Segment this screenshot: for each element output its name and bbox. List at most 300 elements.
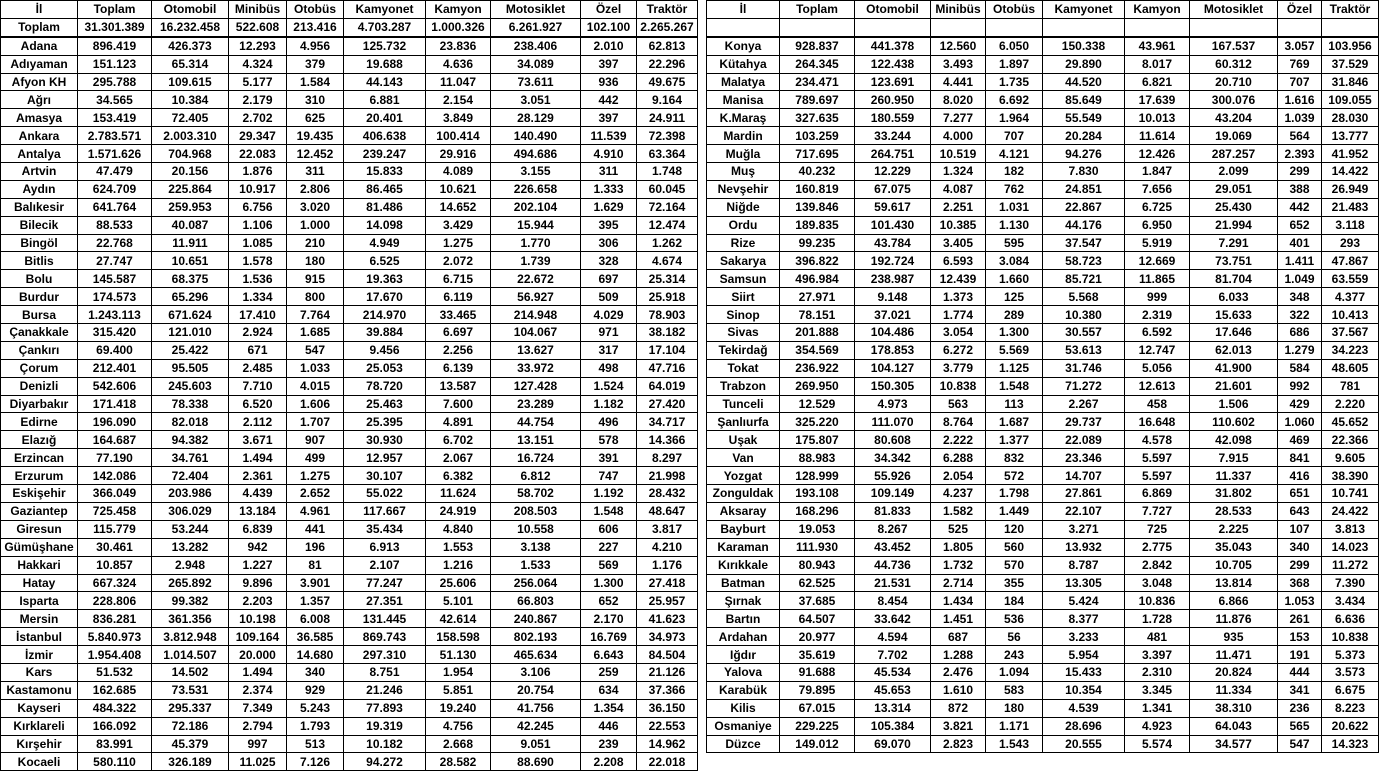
value-cell: 43.452 — [855, 538, 931, 556]
province-name-cell: Kastamonu — [1, 681, 78, 699]
value-cell: 6.636 — [1322, 610, 1379, 628]
value-cell: 2.179 — [229, 91, 287, 109]
table-row — [707, 663, 1379, 681]
value-cell: 168.296 — [780, 502, 855, 520]
table-row — [1, 91, 698, 109]
value-cell: 167.537 — [1190, 37, 1278, 55]
value-cell: 17.639 — [1125, 91, 1190, 109]
value-cell: 361.356 — [152, 610, 229, 628]
value-cell: 769 — [1278, 55, 1322, 73]
value-cell: 10.741 — [1322, 485, 1379, 503]
table-row — [707, 37, 1379, 55]
value-cell: 38.310 — [1190, 699, 1278, 717]
value-cell: 37.366 — [637, 681, 698, 699]
table-row — [1, 556, 698, 574]
table-row — [1, 610, 698, 628]
value-cell: 67.015 — [780, 699, 855, 717]
value-cell: 20.977 — [780, 628, 855, 646]
blank-cell — [780, 18, 855, 36]
value-cell: 49.675 — [637, 73, 698, 91]
table-row — [1, 502, 698, 520]
value-cell: 45.653 — [855, 681, 931, 699]
value-cell: 299 — [1278, 163, 1322, 181]
province-name-cell: Adana — [1, 37, 78, 55]
value-cell: 22.296 — [637, 55, 698, 73]
province-name-cell: Osmaniye — [707, 717, 780, 735]
value-cell: 1.687 — [986, 413, 1043, 431]
table-row — [1, 628, 698, 646]
value-cell: 22.553 — [637, 717, 698, 735]
value-cell: 14.422 — [1322, 163, 1379, 181]
value-cell: 43.961 — [1125, 37, 1190, 55]
value-cell: 29.890 — [1043, 55, 1125, 73]
left-column-header: Traktör — [637, 1, 698, 19]
value-cell: 21.246 — [344, 681, 426, 699]
province-name-cell: Şanlıurfa — [707, 413, 780, 431]
value-cell: 522.608 — [229, 18, 287, 36]
province-name-cell: Konya — [707, 37, 780, 55]
value-cell: 725.458 — [78, 502, 152, 520]
value-cell: 34.342 — [855, 449, 931, 467]
province-name-cell: Yalova — [707, 663, 780, 681]
left-column-header: Otobüs — [287, 1, 344, 19]
right-column-header: Traktör — [1322, 1, 1379, 19]
value-cell: 109.164 — [229, 628, 287, 646]
value-cell: 325.220 — [780, 413, 855, 431]
table-row — [1, 699, 698, 717]
table-row — [707, 646, 1379, 664]
value-cell: 229.225 — [780, 717, 855, 735]
province-name-cell: Trabzon — [707, 377, 780, 395]
value-cell: 122.438 — [855, 55, 931, 73]
value-cell: 6.866 — [1190, 592, 1278, 610]
value-cell: 1.275 — [287, 467, 344, 485]
value-cell: 1.748 — [637, 163, 698, 181]
value-cell: 569 — [581, 556, 637, 574]
value-cell: 6.520 — [229, 395, 287, 413]
value-cell: 3.048 — [1125, 574, 1190, 592]
table-row — [1, 109, 698, 127]
value-cell: 22.867 — [1043, 198, 1125, 216]
value-cell: 13.932 — [1043, 538, 1125, 556]
value-cell: 5.919 — [1125, 234, 1190, 252]
table-row — [707, 467, 1379, 485]
value-cell: 17.104 — [637, 341, 698, 359]
table-row — [707, 270, 1379, 288]
value-cell: 104.486 — [855, 324, 931, 342]
value-cell: 72.405 — [152, 109, 229, 127]
value-cell: 992 — [1278, 377, 1322, 395]
value-cell: 317 — [581, 341, 637, 359]
left-column-header: Kamyonet — [344, 1, 426, 19]
value-cell: 100.414 — [426, 127, 491, 145]
value-cell: 446 — [581, 717, 637, 735]
value-cell: 7.277 — [931, 109, 986, 127]
value-cell: 4.891 — [426, 413, 491, 431]
value-cell: 7.349 — [229, 699, 287, 717]
value-cell: 238.987 — [855, 270, 931, 288]
value-cell: 4.923 — [1125, 717, 1190, 735]
value-cell: 12.452 — [287, 145, 344, 163]
value-cell: 999 — [1125, 288, 1190, 306]
value-cell: 153 — [1278, 628, 1322, 646]
value-cell: 295.788 — [78, 73, 152, 91]
province-name-cell: İstanbul — [1, 628, 78, 646]
value-cell: 1.449 — [986, 502, 1043, 520]
value-cell: 191 — [1278, 646, 1322, 664]
value-cell: 35.043 — [1190, 538, 1278, 556]
value-cell: 111.070 — [855, 413, 931, 431]
province-name-cell: Kırklareli — [1, 717, 78, 735]
value-cell: 78.720 — [344, 377, 426, 395]
value-cell: 4.578 — [1125, 431, 1190, 449]
value-cell: 25.957 — [637, 592, 698, 610]
value-cell: 22.089 — [1043, 431, 1125, 449]
value-cell: 606 — [581, 520, 637, 538]
value-cell: 105.384 — [855, 717, 931, 735]
value-cell: 869.743 — [344, 628, 426, 646]
value-cell: 6.702 — [426, 431, 491, 449]
right-blank-row — [707, 18, 1379, 36]
value-cell: 115.779 — [78, 520, 152, 538]
value-cell: 1.334 — [229, 288, 287, 306]
value-cell: 30.107 — [344, 467, 426, 485]
value-cell: 1.357 — [287, 592, 344, 610]
value-cell: 6.756 — [229, 198, 287, 216]
value-cell: 264.345 — [780, 55, 855, 73]
value-cell: 64.043 — [1190, 717, 1278, 735]
value-cell: 10.621 — [426, 180, 491, 198]
value-cell: 572 — [986, 467, 1043, 485]
value-cell: 109.055 — [1322, 91, 1379, 109]
value-cell: 44.520 — [1043, 73, 1125, 91]
value-cell: 832 — [986, 449, 1043, 467]
value-cell: 595 — [986, 234, 1043, 252]
value-cell: 37.529 — [1322, 55, 1379, 73]
value-cell: 4.840 — [426, 520, 491, 538]
value-cell: 60.312 — [1190, 55, 1278, 73]
right-column-header: Minibüs — [931, 1, 986, 19]
value-cell: 1.548 — [581, 502, 637, 520]
value-cell: 5.851 — [426, 681, 491, 699]
value-cell: 5.597 — [1125, 467, 1190, 485]
value-cell: 6.913 — [344, 538, 426, 556]
blank-cell — [931, 18, 986, 36]
table-row — [707, 574, 1379, 592]
value-cell: 9.164 — [637, 91, 698, 109]
value-cell: 1.300 — [986, 324, 1043, 342]
value-cell: 214.948 — [491, 306, 581, 324]
value-cell: 29.916 — [426, 145, 491, 163]
province-name-cell: Rize — [707, 234, 780, 252]
value-cell: 4.956 — [287, 37, 344, 55]
table-row — [1, 288, 698, 306]
value-cell: 10.836 — [1125, 592, 1190, 610]
value-cell: 83.991 — [78, 735, 152, 753]
province-name-cell: Erzurum — [1, 467, 78, 485]
value-cell: 1.000.326 — [426, 18, 491, 36]
value-cell: 2.948 — [152, 556, 229, 574]
value-cell: 127.428 — [491, 377, 581, 395]
value-cell: 189.835 — [780, 216, 855, 234]
table-row — [1, 449, 698, 467]
value-cell: 1.606 — [287, 395, 344, 413]
value-cell: 94.272 — [344, 753, 426, 771]
table-row — [1, 37, 698, 55]
value-cell: 58.723 — [1043, 252, 1125, 270]
value-cell: 6.821 — [1125, 73, 1190, 91]
value-cell: 13.777 — [1322, 127, 1379, 145]
value-cell: 426.373 — [152, 37, 229, 55]
right-column-header: Özel — [1278, 1, 1322, 19]
table-row — [1, 431, 698, 449]
value-cell: 2.806 — [287, 180, 344, 198]
value-cell: 25.918 — [637, 288, 698, 306]
value-cell: 99.382 — [152, 592, 229, 610]
province-name-cell: Malatya — [707, 73, 780, 91]
value-cell: 94.276 — [1043, 145, 1125, 163]
value-cell: 1.192 — [581, 485, 637, 503]
value-cell: 20.000 — [229, 646, 287, 664]
value-cell: 78.151 — [780, 306, 855, 324]
value-cell: 11.624 — [426, 485, 491, 503]
value-cell: 1.739 — [491, 252, 581, 270]
value-cell: 20.156 — [152, 163, 229, 181]
value-cell: 6.525 — [344, 252, 426, 270]
value-cell: 10.838 — [1322, 628, 1379, 646]
value-cell: 14.502 — [152, 663, 229, 681]
value-cell: 24.919 — [426, 502, 491, 520]
province-name-cell: Mersin — [1, 610, 78, 628]
value-cell: 259 — [581, 663, 637, 681]
value-cell: 110.602 — [1190, 413, 1278, 431]
value-cell: 1.377 — [986, 431, 1043, 449]
value-cell: 14.707 — [1043, 467, 1125, 485]
table-row — [1, 216, 698, 234]
value-cell: 71.272 — [1043, 377, 1125, 395]
value-cell: 2.924 — [229, 324, 287, 342]
value-cell: 416 — [1278, 467, 1322, 485]
value-cell: 15.833 — [344, 163, 426, 181]
value-cell: 25.606 — [426, 574, 491, 592]
value-cell: 2.783.571 — [78, 127, 152, 145]
value-cell: 2.668 — [426, 735, 491, 753]
value-cell: 28.432 — [637, 485, 698, 503]
value-cell: 5.101 — [426, 592, 491, 610]
value-cell: 1.033 — [287, 359, 344, 377]
value-cell: 1.735 — [986, 73, 1043, 91]
value-cell: 27.351 — [344, 592, 426, 610]
table-row — [1, 395, 698, 413]
value-cell: 942 — [229, 538, 287, 556]
value-cell: 6.288 — [931, 449, 986, 467]
province-name-cell: Karaman — [707, 538, 780, 556]
value-cell: 16.648 — [1125, 413, 1190, 431]
value-cell: 9.456 — [344, 341, 426, 359]
province-name-cell: Kars — [1, 663, 78, 681]
right-column-header: Toplam — [780, 1, 855, 19]
value-cell: 13.814 — [1190, 574, 1278, 592]
value-cell: 762 — [986, 180, 1043, 198]
table-row — [707, 73, 1379, 91]
value-cell: 20.622 — [1322, 717, 1379, 735]
value-cell: 896.419 — [78, 37, 152, 55]
value-cell: 1.434 — [931, 592, 986, 610]
value-cell: 77.893 — [344, 699, 426, 717]
province-name-cell: Erzincan — [1, 449, 78, 467]
value-cell: 261 — [1278, 610, 1322, 628]
value-cell: 245.603 — [152, 377, 229, 395]
table-row — [1, 341, 698, 359]
value-cell: 391 — [581, 449, 637, 467]
value-cell: 11.272 — [1322, 556, 1379, 574]
left-column-header: Kamyon — [426, 1, 491, 19]
table-row — [1, 198, 698, 216]
value-cell: 213.416 — [287, 18, 344, 36]
value-cell: 151.123 — [78, 55, 152, 73]
value-cell: 259.953 — [152, 198, 229, 216]
value-cell: 6.033 — [1190, 288, 1278, 306]
value-cell: 10.558 — [491, 520, 581, 538]
value-cell: 84.504 — [637, 646, 698, 664]
table-row — [707, 520, 1379, 538]
value-cell: 201.888 — [780, 324, 855, 342]
value-cell: 781 — [1322, 377, 1379, 395]
province-name-cell: Hatay — [1, 574, 78, 592]
value-cell: 12.560 — [931, 37, 986, 55]
value-cell: 17.646 — [1190, 324, 1278, 342]
value-cell: 7.656 — [1125, 180, 1190, 198]
value-cell: 2.072 — [426, 252, 491, 270]
value-cell: 3.573 — [1322, 663, 1379, 681]
value-cell: 19.053 — [780, 520, 855, 538]
value-cell: 6.725 — [1125, 198, 1190, 216]
value-cell: 11.337 — [1190, 467, 1278, 485]
value-cell: 88.983 — [780, 449, 855, 467]
right-column-header: Motosiklet — [1190, 1, 1278, 19]
table-row — [707, 252, 1379, 270]
table-row — [1, 252, 698, 270]
value-cell: 8.751 — [344, 663, 426, 681]
value-cell: 3.813 — [1322, 520, 1379, 538]
value-cell: 340 — [287, 663, 344, 681]
right-column-header: Otomobil — [855, 1, 931, 19]
table-row — [1, 234, 698, 252]
value-cell: 536 — [986, 610, 1043, 628]
table-row — [1, 646, 698, 664]
value-cell: 928.837 — [780, 37, 855, 55]
value-cell: 85.721 — [1043, 270, 1125, 288]
table-row — [1, 520, 698, 538]
value-cell: 31.846 — [1322, 73, 1379, 91]
value-cell: 14.962 — [637, 735, 698, 753]
value-cell: 2.099 — [1190, 163, 1278, 181]
value-cell: 45.379 — [152, 735, 229, 753]
value-cell: 6.382 — [426, 467, 491, 485]
value-cell: 3.779 — [931, 359, 986, 377]
value-cell: 4.324 — [229, 55, 287, 73]
province-name-cell: Bolu — [1, 270, 78, 288]
province-name-cell: Aksaray — [707, 502, 780, 520]
value-cell: 5.574 — [1125, 735, 1190, 753]
value-cell: 686 — [1278, 324, 1322, 342]
value-cell: 37.021 — [855, 306, 931, 324]
value-cell: 16.724 — [491, 449, 581, 467]
value-cell: 104.127 — [855, 359, 931, 377]
value-cell: 14.652 — [426, 198, 491, 216]
value-cell: 1.543 — [986, 735, 1043, 753]
value-cell: 4.089 — [426, 163, 491, 181]
value-cell: 38.182 — [637, 324, 698, 342]
value-cell: 33.465 — [426, 306, 491, 324]
blank-cell — [1125, 18, 1190, 36]
value-cell: 6.839 — [229, 520, 287, 538]
value-cell: 306 — [581, 234, 637, 252]
value-cell: 13.151 — [491, 431, 581, 449]
province-name-cell: Mardin — [707, 127, 780, 145]
value-cell: 5.243 — [287, 699, 344, 717]
province-name-cell: Muş — [707, 163, 780, 181]
value-cell: 1.553 — [426, 538, 491, 556]
left-column-header: Otomobil — [152, 1, 229, 19]
value-cell: 4.210 — [637, 538, 698, 556]
table-row — [1, 324, 698, 342]
value-cell: 6.692 — [986, 91, 1043, 109]
value-cell: 41.952 — [1322, 145, 1379, 163]
value-cell: 3.493 — [931, 55, 986, 73]
value-cell: 1.053 — [1278, 592, 1322, 610]
right-column-header: Kamyonet — [1043, 1, 1125, 19]
value-cell: 10.354 — [1043, 681, 1125, 699]
value-cell: 41.623 — [637, 610, 698, 628]
table-row — [1, 180, 698, 198]
blank-cell — [1278, 18, 1322, 36]
province-name-cell: Giresun — [1, 520, 78, 538]
value-cell: 1.536 — [229, 270, 287, 288]
value-cell: 4.015 — [287, 377, 344, 395]
value-cell: 707 — [986, 127, 1043, 145]
value-cell: 366.049 — [78, 485, 152, 503]
value-cell: 33.642 — [855, 610, 931, 628]
value-cell: 35.619 — [780, 646, 855, 664]
table-row — [1, 538, 698, 556]
value-cell: 1.341 — [1125, 699, 1190, 717]
value-cell: 1.354 — [581, 699, 637, 717]
value-cell: 77.247 — [344, 574, 426, 592]
province-name-cell: Ardahan — [707, 628, 780, 646]
value-cell: 441.378 — [855, 37, 931, 55]
value-cell: 22.107 — [1043, 502, 1125, 520]
value-cell: 7.727 — [1125, 502, 1190, 520]
value-cell: 174.573 — [78, 288, 152, 306]
value-cell: 14.680 — [287, 646, 344, 664]
value-cell: 31.301.389 — [78, 18, 152, 36]
value-cell: 498 — [581, 359, 637, 377]
value-cell: 12.293 — [229, 37, 287, 55]
province-name-cell: İzmir — [1, 646, 78, 664]
value-cell: 3.429 — [426, 216, 491, 234]
value-cell: 2.054 — [931, 467, 986, 485]
province-name-cell: Isparta — [1, 592, 78, 610]
value-cell: 20.754 — [491, 681, 581, 699]
value-cell: 48.605 — [1322, 359, 1379, 377]
value-cell: 240.867 — [491, 610, 581, 628]
value-cell: 1.770 — [491, 234, 581, 252]
value-cell: 10.380 — [1043, 306, 1125, 324]
value-cell: 2.203 — [229, 592, 287, 610]
value-cell: 269.950 — [780, 377, 855, 395]
value-cell: 10.519 — [931, 145, 986, 163]
